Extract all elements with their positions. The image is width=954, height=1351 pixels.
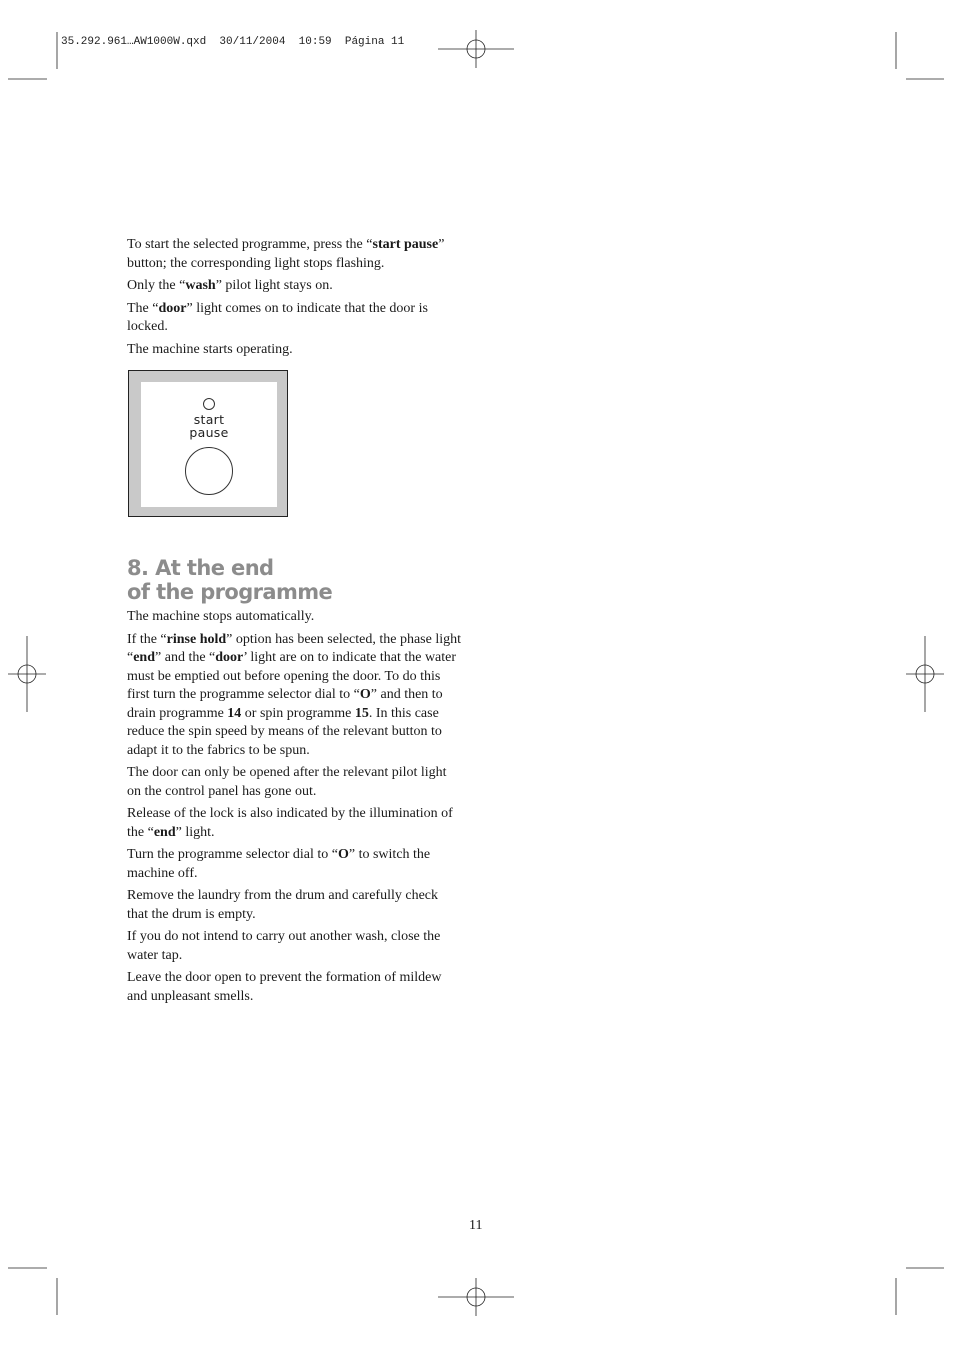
section-paragraph-2: If the “rinse hold” option has been selected, the phase light “end” and the “door’ light are on to indicate that the water must be emptied out before opening the door. To do this first turn the programme selector dial to “O” and then to drain programme 14 or spin programme 15. In this case reduce the spin speed by means of the relevant button to adapt it to the fabrics to be spun. xyxy=(127,631,461,758)
section-heading: 8. At the end of the programme xyxy=(127,556,333,604)
section-paragraph-6: Remove the laundry from the drum and carefully check that the drum is empty. xyxy=(127,888,438,922)
figure-label-pause: pause xyxy=(189,425,229,440)
intro-paragraph-3: The “door” light comes on to indicate that the door is locked. xyxy=(127,300,428,334)
section-text xyxy=(127,608,462,1010)
section-paragraph-5: Turn the programme selector dial to “O” to switch the machine off. xyxy=(127,847,431,881)
section-paragraph-1: The machine stops automatically. xyxy=(127,609,315,624)
page-number: 11 xyxy=(469,1218,483,1233)
intro-text xyxy=(127,236,462,363)
section-paragraph-3: The door can only be opened after the relevant pilot light on the control panel has gone out. xyxy=(127,765,447,799)
intro-paragraph-2: Only the “wash” pilot light stays on. xyxy=(127,278,333,293)
section-paragraph-8: Leave the door open to prevent the formation of mildew and unpleasant smells. xyxy=(127,970,442,1004)
registration-mark-top xyxy=(438,30,514,68)
start-pause-illustration xyxy=(128,370,288,517)
pilot-light-icon xyxy=(203,398,215,410)
registration-mark-right xyxy=(906,636,944,712)
registration-mark-left xyxy=(8,636,46,712)
section-paragraph-4: Release of the lock is also indicated by the illumination of the “end” light. xyxy=(127,806,453,840)
intro-paragraph-1: To start the selected programme, press the “start pause” button; the corresponding light stops flashing. xyxy=(127,237,445,271)
figure-label-start: start xyxy=(193,412,225,427)
section-paragraph-7: If you do not intend to carry out another wash, close the water tap. xyxy=(127,929,441,963)
control-panel-detail xyxy=(141,382,277,507)
registration-mark-bottom xyxy=(438,1278,514,1316)
start-pause-button-icon xyxy=(185,447,233,495)
intro-paragraph-4: The machine starts operating. xyxy=(127,341,293,357)
print-slug: 35.292.961…AW1000W.qxd 30/11/2004 10:59 Página 11 xyxy=(61,36,405,48)
